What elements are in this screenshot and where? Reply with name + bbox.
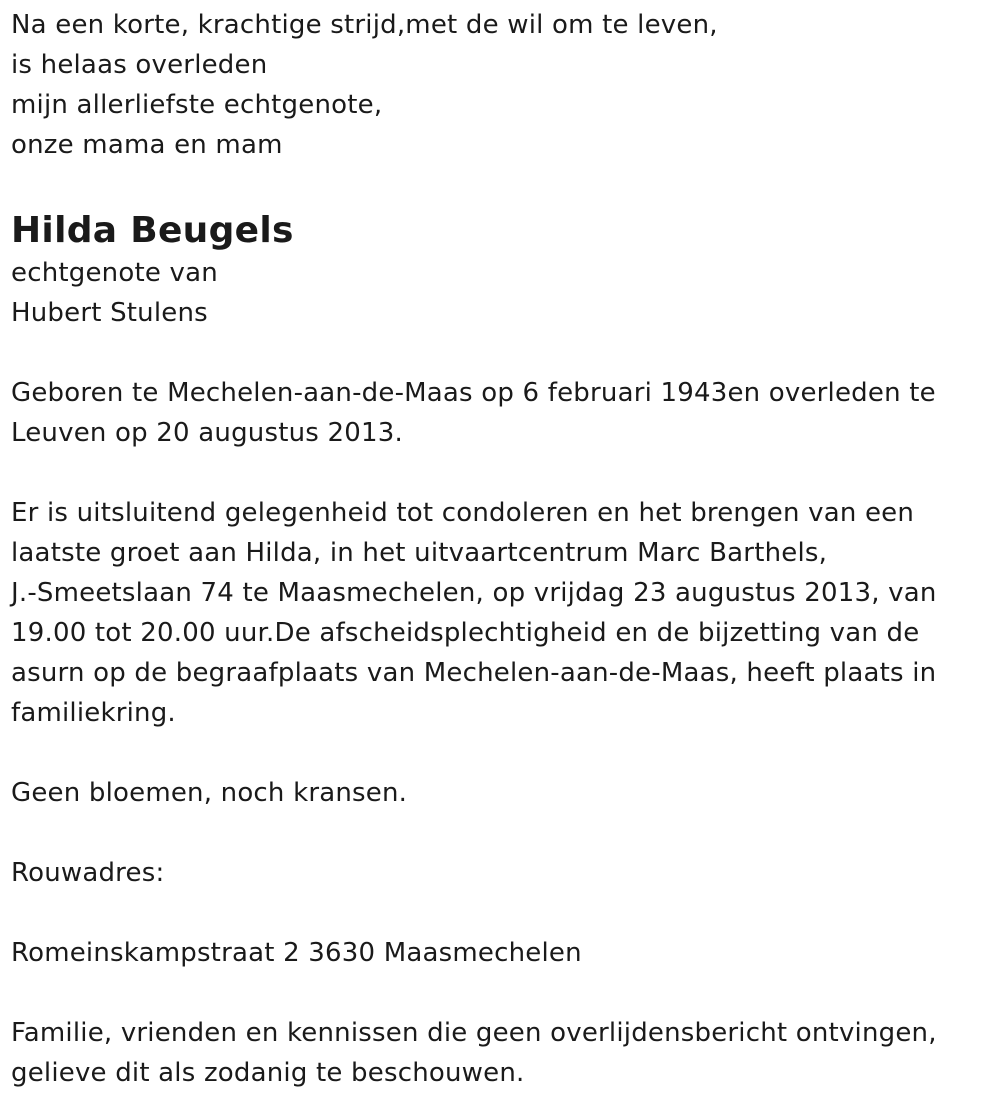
spacer: [11, 733, 986, 773]
intro-line: mijn allerliefste echtgenote,: [11, 90, 383, 120]
spacer: [11, 973, 986, 1013]
spouse-name: Hubert Stulens: [11, 298, 208, 328]
relation-line: echtgenote van: [11, 258, 218, 288]
spacer: [11, 813, 986, 853]
obituary-text: [11, 5, 986, 1093]
condolence-line: 19.00 tot 20.00 uur.De afscheidsplechtigheid en de bijzetting van de: [11, 618, 920, 648]
birth-death-section: [11, 373, 986, 453]
condolence-line: J.-Smeetslaan 74 te Maasmechelen, op vrijdag 23 augustus 2013, van: [11, 578, 937, 608]
condolence-line: laatste groet aan Hilda, in het uitvaartcentrum Marc Barthels,: [11, 538, 828, 568]
deceased-section: [11, 211, 986, 333]
birth-death-line: Geboren te Mechelen-aan-de-Maas op 6 februari 1943en overleden te: [11, 378, 936, 408]
intro-line: onze mama en mam: [11, 130, 283, 160]
deceased-name: Hilda Beugels: [11, 210, 294, 251]
intro-line: is helaas overleden: [11, 50, 268, 80]
spacer: [11, 333, 986, 373]
closing-line: Familie, vrienden en kennissen die geen overlijdensbericht ontvingen,: [11, 1018, 937, 1048]
intro-section: [11, 5, 986, 165]
address-label: Rouwadres:: [11, 858, 165, 888]
address-value: Romeinskampstraat 2 3630 Maasmechelen: [11, 938, 582, 968]
spacer: [11, 165, 986, 205]
flowers-notice: Geen bloemen, noch kransen.: [11, 778, 408, 808]
condolence-section: [11, 493, 986, 733]
closing-section: [11, 1013, 986, 1093]
condolence-line: Er is uitsluitend gelegenheid tot condoleren en het brengen van een: [11, 498, 915, 528]
birth-death-line: Leuven op 20 augustus 2013.: [11, 418, 403, 448]
condolence-line: familiekring.: [11, 698, 176, 728]
intro-line: Na een korte, krachtige strijd,met de wil om te leven,: [11, 10, 718, 40]
spacer: [11, 453, 986, 493]
condolence-line: asurn op de begraafplaats van Mechelen-aan-de-Maas, heeft plaats in: [11, 658, 937, 688]
closing-line: gelieve dit als zodanig te beschouwen.: [11, 1058, 525, 1088]
spacer: [11, 893, 986, 933]
